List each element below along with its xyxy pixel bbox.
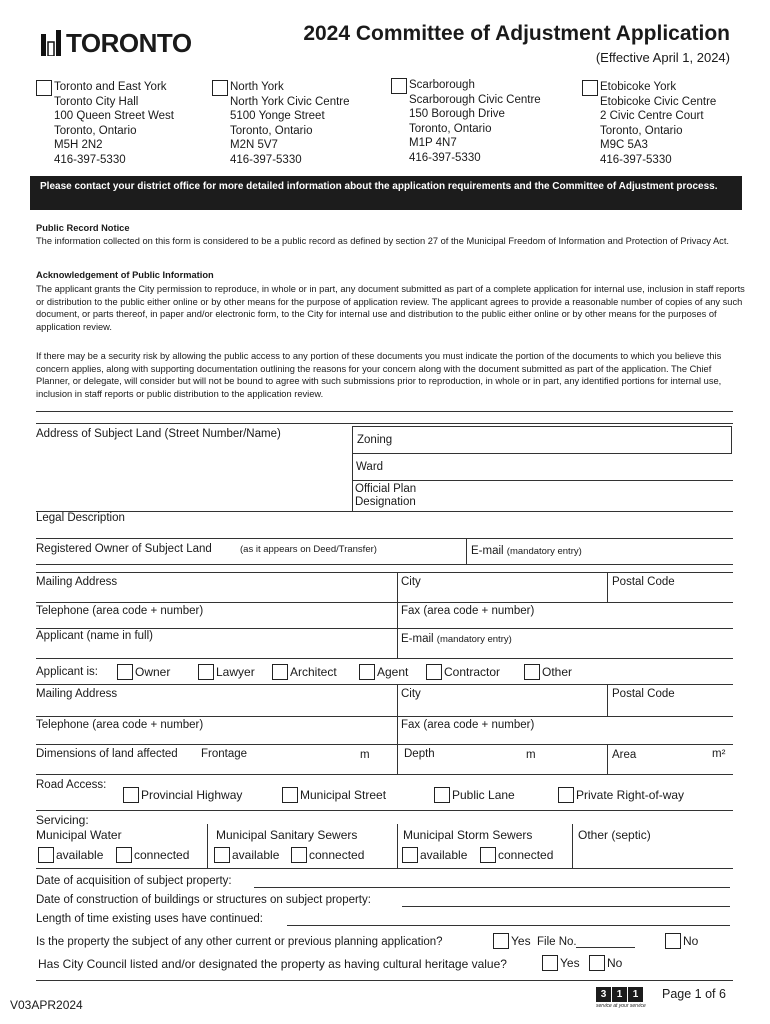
page-number: Page 1 of 6	[662, 987, 726, 1001]
office-name: Toronto and East York	[54, 81, 167, 93]
option-label: available	[56, 848, 104, 862]
divider	[607, 684, 608, 716]
option-label: Owner	[135, 665, 171, 679]
construction-date-label: Date of construction of buildings or structures on subject property:	[36, 894, 371, 906]
construction-date-field[interactable]	[402, 906, 730, 907]
checkbox[interactable]	[434, 787, 450, 803]
divider	[36, 868, 733, 869]
office-phone: 416-397-5330	[54, 153, 126, 166]
office-building: North York Civic Centre	[230, 95, 350, 108]
option-label: connected	[498, 848, 554, 862]
option-label: No	[683, 934, 699, 948]
option-label: Agent	[377, 665, 409, 679]
area-unit: m²	[712, 748, 726, 760]
divider	[36, 980, 733, 981]
divider	[36, 411, 733, 412]
divider	[607, 744, 608, 774]
office-street: 2 Civic Centre Court	[600, 110, 704, 122]
office-city: Toronto, Ontario	[54, 124, 137, 137]
applicant-mailing-label: Mailing Address	[36, 688, 118, 700]
city-hall-icon	[40, 28, 62, 56]
owner-fax-label: Fax (area code + number)	[401, 605, 535, 617]
water-connected-option[interactable]	[116, 847, 189, 863]
planning-no-option[interactable]	[665, 933, 698, 949]
office-street: 150 Borough Drive	[409, 108, 505, 120]
email-label-text: E-mail	[401, 633, 434, 645]
option-label: Provincial Highway	[141, 788, 243, 802]
applicant-contractor-option[interactable]	[426, 664, 500, 680]
office-phone: 416-397-5330	[409, 151, 481, 164]
checkbox[interactable]	[359, 664, 375, 680]
311-tagline: service at your service	[596, 1003, 646, 1009]
frontage-unit: m	[360, 749, 370, 761]
divider	[36, 810, 733, 811]
security-text: If there may be a security risk by allowing the public access to any portion of these documents you must indicate the portion of the documents to which you believe this concern applies, along with supporting documentation outlining the reasons for your concern along with the document submitted as part of the application. The Chief Planner, or delegate, will consider but will not be bound to agree with such submissions prior to reproduction, in whole or in part, any identified portions for internal use, inclusion in staff reports or public distribution to the application review.	[36, 351, 722, 399]
applicant-other-option[interactable]	[524, 664, 572, 680]
office-city: Toronto, Ontario	[600, 124, 683, 137]
office-postal: M9C 5A3	[600, 139, 648, 151]
office-building: Scarborough Civic Centre	[409, 93, 541, 106]
office-name: North York	[230, 81, 284, 93]
divider	[397, 628, 398, 658]
office-city: Toronto, Ontario	[230, 124, 313, 137]
heritage-no-option[interactable]	[589, 955, 622, 971]
divider	[36, 538, 733, 539]
office-checkbox[interactable]	[582, 80, 598, 96]
option-label: Public Lane	[452, 788, 515, 802]
divider	[36, 511, 733, 512]
divider	[36, 564, 733, 565]
public-record-text: The information collected on this form is considered to be a public record as defined by section 27 of the Municipal Freedom of Information and Protection of Privacy Act.	[36, 236, 729, 246]
divider	[36, 684, 733, 685]
sanitary-connected-option[interactable]	[291, 847, 364, 863]
planning-yes-option[interactable]	[493, 933, 531, 949]
road-private-right-of-way-option[interactable]	[558, 787, 684, 803]
road-provincial-highway-option[interactable]	[123, 787, 242, 803]
checkbox[interactable]	[123, 787, 139, 803]
applicant-postal-label: Postal Code	[612, 688, 675, 700]
checkbox[interactable]	[480, 847, 496, 863]
contact-banner: Please contact your district office for more detailed information about the application requirements and the Committee of Adjustment process.	[30, 176, 742, 210]
office-checkbox[interactable]	[391, 78, 407, 94]
office-postal: M2N 5V7	[230, 139, 278, 151]
office-street: 100 Queen Street West	[54, 110, 174, 122]
checkbox[interactable]	[558, 787, 574, 803]
office-checkbox[interactable]	[212, 80, 228, 96]
owner-city-label: City	[401, 576, 421, 588]
divider	[36, 423, 733, 424]
office-name: Scarborough	[409, 79, 475, 91]
version-code: V03APR2024	[10, 998, 83, 1012]
official-plan-label	[355, 483, 416, 509]
divider	[36, 774, 733, 775]
logo-text: TORONTO	[66, 28, 192, 58]
road-access-label: Road Access:	[36, 779, 107, 791]
checkbox[interactable]	[282, 787, 298, 803]
divider	[397, 572, 398, 602]
area-label: Area	[612, 749, 637, 761]
email-note: (mandatory entry)	[436, 634, 512, 645]
office-postal: M1P 4N7	[409, 137, 457, 149]
toronto-logo	[40, 28, 192, 56]
office-name: Etobicoke York	[600, 81, 677, 93]
file-number-field[interactable]	[576, 947, 635, 948]
applicant-agent-option[interactable]	[359, 664, 408, 680]
option-label: connected	[134, 848, 190, 862]
option-label: Other	[542, 665, 573, 679]
servicing-label: Servicing:	[36, 813, 89, 827]
divider	[397, 684, 398, 716]
divider	[607, 572, 608, 602]
office-phone: 416-397-5330	[600, 153, 672, 166]
applicant-city-label: City	[401, 688, 421, 700]
option-label: available	[232, 848, 280, 862]
divider	[397, 602, 398, 628]
designation-text: Designation	[355, 496, 416, 508]
applicant-label: Applicant (name in full)	[36, 630, 153, 642]
office-building: Toronto City Hall	[54, 95, 139, 108]
checkbox[interactable]	[291, 847, 307, 863]
frontage-label: Frontage	[201, 748, 248, 760]
public-record-title: Public Record Notice	[36, 223, 130, 233]
effective-date: (Effective April 1, 2024)	[595, 50, 730, 65]
option-label: Contractor	[444, 665, 501, 679]
checkbox[interactable]	[38, 847, 54, 863]
heritage-yes-option[interactable]	[542, 955, 580, 971]
office-north-york	[212, 80, 350, 167]
owner-label: Registered Owner of Subject Land	[36, 543, 212, 555]
storm-connected-option[interactable]	[480, 847, 553, 863]
divider	[36, 658, 733, 659]
acknowledgement-text: The applicant grants the City permission to reproduce, in whole or in part, any document submitted as part of a complete application for internal use, inclusion in staff reports or distribution to the public either online or by other means for the purpose of application review. The applicant agrees to provide a reasonable number of copies of any such document, or parts thereof, in paper and/or electronic form, to the City for internal use and distribution to the public either online or by other means for the purposes of application review.	[36, 284, 745, 332]
owner-postal-label: Postal Code	[612, 576, 675, 588]
office-postal: M5H 2N2	[54, 139, 103, 151]
checkbox[interactable]	[272, 664, 288, 680]
municipal-water-label: Municipal Water	[36, 828, 122, 842]
file-number-label: File No.	[537, 936, 577, 948]
office-street: 5100 Yonge Street	[230, 110, 325, 122]
road-public-lane-option[interactable]	[434, 787, 515, 803]
office-etobicoke-york	[582, 80, 716, 167]
checkbox[interactable]	[426, 664, 442, 680]
acquisition-date-field[interactable]	[254, 887, 730, 888]
form-title: 2024 Committee of Adjustment Application	[303, 22, 730, 45]
divider	[466, 538, 467, 564]
sanitary-available-option[interactable]	[214, 847, 279, 863]
checkbox[interactable]	[117, 664, 133, 680]
divider	[397, 744, 398, 774]
311-digit: 1	[628, 987, 643, 1002]
depth-unit: m	[526, 749, 536, 761]
applicant-architect-option[interactable]	[272, 664, 337, 680]
checkbox[interactable]	[198, 664, 214, 680]
311-logo	[596, 987, 646, 1009]
dimensions-label: Dimensions of land affected	[36, 748, 178, 760]
acquisition-date-label: Date of acquisition of subject property:	[36, 875, 232, 887]
applicant-telephone-label: Telephone (area code + number)	[36, 719, 204, 731]
divider	[352, 454, 353, 512]
applicant-fax-label: Fax (area code + number)	[401, 719, 535, 731]
length-of-use-label: Length of time existing uses have continued:	[36, 913, 263, 925]
option-label: No	[607, 956, 623, 970]
applicant-email-label	[401, 633, 512, 645]
divider	[572, 824, 573, 868]
storm-available-option[interactable]	[402, 847, 467, 863]
option-label: available	[420, 848, 468, 862]
office-toronto-east-york	[36, 80, 174, 167]
divider	[36, 744, 733, 745]
divider	[36, 628, 733, 629]
checkbox[interactable]	[214, 847, 230, 863]
option-label: Architect	[290, 665, 337, 679]
311-digit: 3	[596, 987, 611, 1002]
depth-label: Depth	[404, 748, 435, 760]
office-city: Toronto, Ontario	[409, 122, 492, 135]
divider	[207, 824, 208, 868]
owner-note: (as it appears on Deed/Transfer)	[240, 544, 377, 555]
option-label: Yes	[560, 956, 580, 970]
checkbox[interactable]	[402, 847, 418, 863]
checkbox[interactable]	[589, 955, 605, 971]
divider	[36, 572, 733, 573]
zoning-field[interactable]	[352, 426, 732, 454]
applicant-owner-option[interactable]	[117, 664, 170, 680]
311-digit: 1	[612, 987, 627, 1002]
legal-description-label: Legal Description	[36, 512, 125, 524]
water-available-option[interactable]	[38, 847, 103, 863]
checkbox[interactable]	[524, 664, 540, 680]
email-note: (mandatory entry)	[506, 546, 582, 557]
divider	[36, 602, 733, 603]
divider	[397, 824, 398, 868]
office-checkbox[interactable]	[36, 80, 52, 96]
ward-label: Ward	[356, 461, 384, 473]
checkbox[interactable]	[665, 933, 681, 949]
option-label: Lawyer	[216, 665, 255, 679]
other-septic-label: Other (septic)	[578, 828, 651, 842]
checkbox[interactable]	[542, 955, 558, 971]
owner-telephone-label: Telephone (area code + number)	[36, 605, 204, 617]
checkbox[interactable]	[493, 933, 509, 949]
road-municipal-street-option[interactable]	[282, 787, 386, 803]
office-scarborough	[391, 78, 541, 165]
divider	[397, 716, 398, 744]
planning-application-question: Is the property the subject of any other current or previous planning application?	[36, 936, 443, 948]
divider	[36, 716, 733, 717]
heritage-question: Has City Council listed and/or designated the property as having cultural heritage value?	[38, 957, 507, 971]
owner-mailing-label: Mailing Address	[36, 576, 118, 588]
address-label: Address of Subject Land (Street Number/Name)	[36, 428, 281, 440]
acknowledgement-title: Acknowledgement of Public Information	[36, 270, 214, 280]
office-phone: 416-397-5330	[230, 153, 302, 166]
sanitary-sewers-label: Municipal Sanitary Sewers	[216, 828, 358, 842]
official-plan-text: Official Plan	[355, 483, 417, 495]
zoning-label: Zoning	[357, 434, 393, 446]
office-building: Etobicoke Civic Centre	[600, 95, 717, 108]
email-label-text: E-mail	[471, 545, 504, 557]
option-label: Municipal Street	[300, 788, 387, 802]
applicant-lawyer-option[interactable]	[198, 664, 255, 680]
option-label: Yes	[511, 934, 531, 948]
divider	[352, 480, 733, 481]
length-of-use-field[interactable]	[287, 925, 730, 926]
option-label: Private Right-of-way	[576, 788, 685, 802]
option-label: connected	[309, 848, 365, 862]
applicant-is-label: Applicant is:	[36, 666, 99, 678]
checkbox[interactable]	[116, 847, 132, 863]
storm-sewers-label: Municipal Storm Sewers	[403, 828, 533, 842]
owner-email-label	[471, 545, 582, 557]
